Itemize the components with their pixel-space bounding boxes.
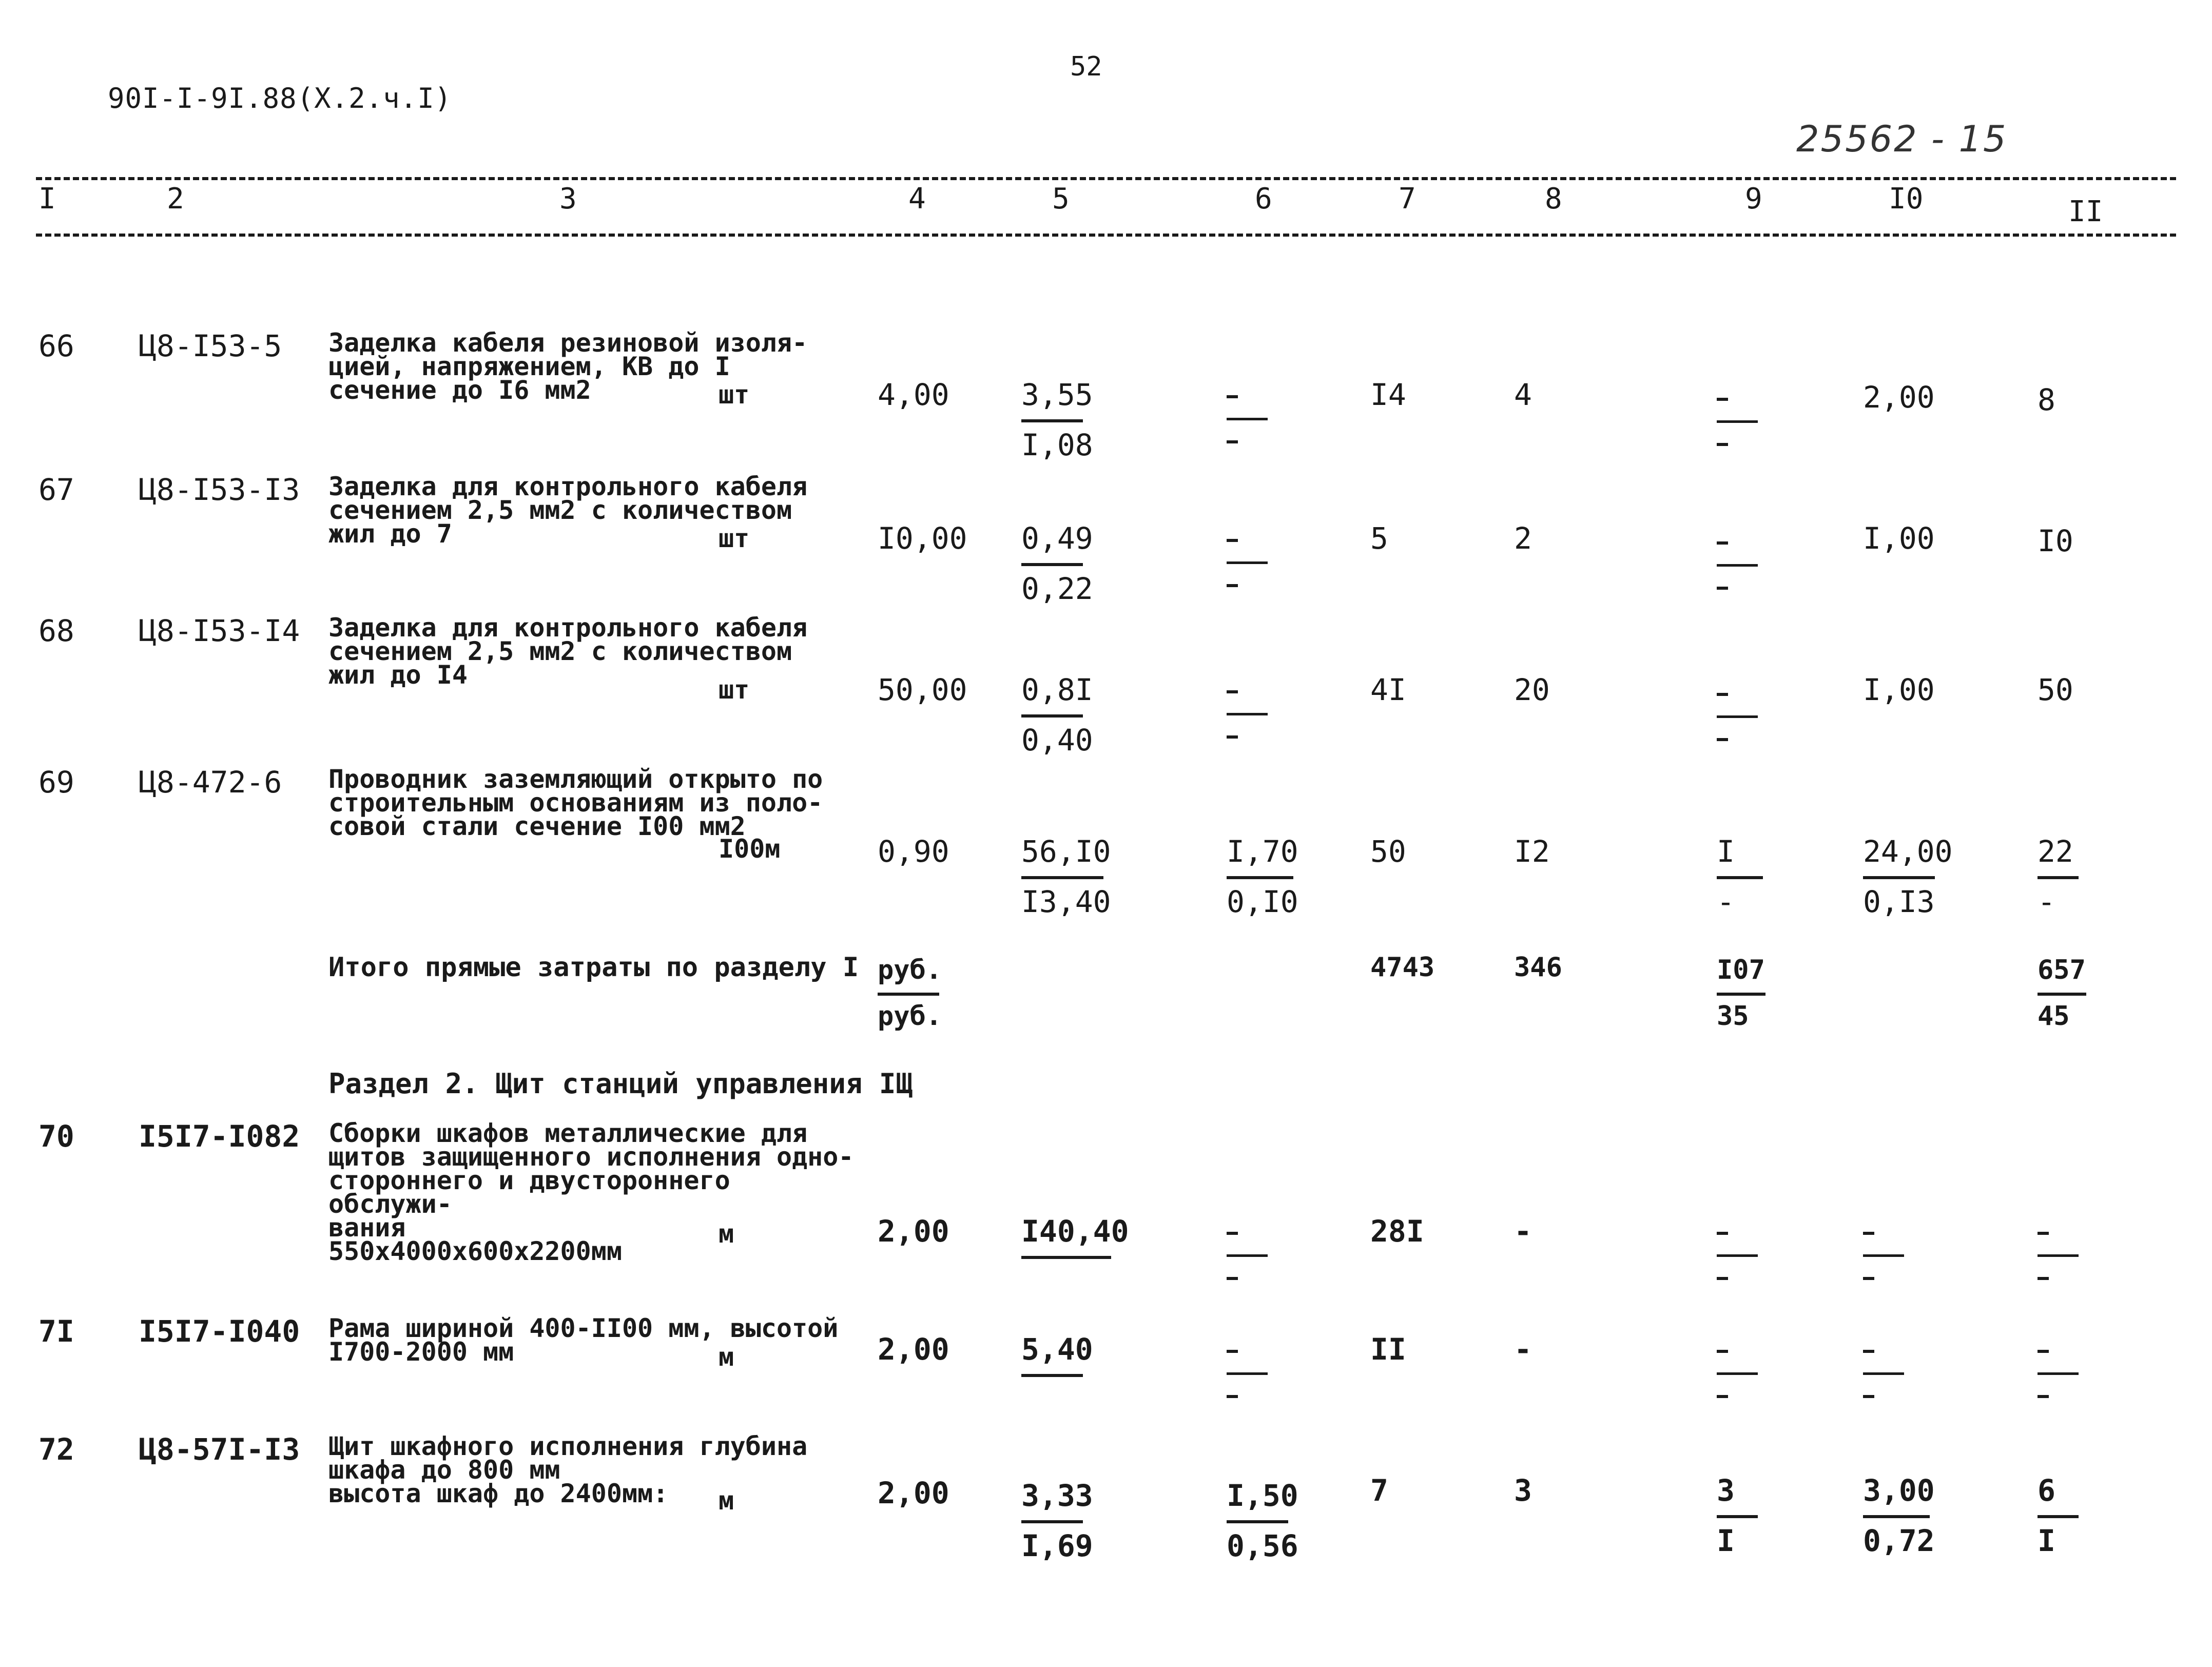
total-c7: 4743 bbox=[1370, 952, 1435, 983]
row-qty: 50,00 bbox=[878, 672, 967, 707]
row-c7: I4 bbox=[1370, 377, 1406, 412]
row-c8: - bbox=[1514, 1332, 1532, 1367]
handwritten-number: 25562 - 15 bbox=[1796, 118, 2008, 160]
row-c8: 2 bbox=[1514, 521, 1532, 556]
page-number: 52 bbox=[1070, 51, 1102, 82]
row-unit: м bbox=[719, 1342, 734, 1372]
col-header-2: 2 bbox=[167, 182, 184, 216]
row-unit: м bbox=[719, 1486, 734, 1516]
row-code: Ц8-I53-5 bbox=[139, 328, 282, 363]
row-qty: 2,00 bbox=[878, 1214, 949, 1249]
row-unit: шт bbox=[719, 675, 750, 705]
row-c9-dash bbox=[1717, 1350, 1763, 1401]
row-c8: - bbox=[1514, 1214, 1532, 1249]
col-header-3: 3 bbox=[559, 182, 577, 216]
row-c5: $\frac{3,55}{I,08}$ bbox=[1021, 377, 1093, 462]
row-unit: шт bbox=[719, 380, 750, 410]
row-c5: I40,40 bbox=[1021, 1214, 1111, 1299]
row-c10: $\frac{24,00}{0,I3}$ bbox=[1863, 834, 1953, 919]
row-unit: I00м bbox=[719, 834, 781, 864]
row-qty: 2,00 bbox=[878, 1476, 949, 1510]
row-c7: 4I bbox=[1370, 672, 1406, 707]
row-c10: 2,00 bbox=[1863, 380, 1935, 415]
row-c5: $\frac{56,I0}{I3,40}$ bbox=[1021, 834, 1111, 919]
row-c11: I0 bbox=[2038, 524, 2073, 558]
row-code: Ц8-I53-I4 bbox=[139, 613, 300, 648]
row-c9: I - bbox=[1717, 834, 1763, 919]
col-header-6: 6 bbox=[1255, 182, 1272, 216]
col-header-5: 5 bbox=[1052, 182, 1070, 216]
row-c8: I2 bbox=[1514, 834, 1550, 869]
header-dashed-line-bottom bbox=[36, 234, 2176, 237]
row-c6-dash bbox=[1227, 395, 1273, 447]
row-c6-dash bbox=[1227, 1232, 1273, 1283]
row-description: Заделка для контрольного кабеля сечением 2,5 мм2 с количеством жил до 7 bbox=[328, 472, 808, 549]
row-c6-dash bbox=[1227, 1350, 1273, 1401]
row-c10: I,00 bbox=[1863, 672, 1935, 707]
col-header-8: 8 bbox=[1545, 182, 1562, 216]
row-code: Ц8-57I-I3 bbox=[139, 1432, 300, 1467]
row-description: Заделка для контрольного кабеля сечением 2,5 мм2 с количеством жил до I4 bbox=[328, 613, 808, 690]
row-c8: 4 bbox=[1514, 377, 1532, 412]
row-number: 7I bbox=[38, 1314, 74, 1349]
document-code: 90I-I-9I.88(X.2.ч.I) bbox=[108, 82, 452, 114]
row-c10: I,00 bbox=[1863, 521, 1935, 556]
row-number: 72 bbox=[38, 1432, 74, 1467]
row-qty: 4,00 bbox=[878, 377, 949, 412]
row-description: Щит шкафного исполнения глубина шкафа до 800 мм высота шкаф до 2400мм: bbox=[328, 1431, 808, 1508]
row-description: Сборки шкафов металлические для щитов защищенного исполнения одно- стороннего и двустороннего обслужи- вания 550x4000x600x2200мм bbox=[328, 1118, 854, 1266]
row-c11-dash bbox=[2038, 1350, 2084, 1401]
col-header-7: 7 bbox=[1399, 182, 1416, 216]
row-c6-dash bbox=[1227, 539, 1273, 590]
row-qty: I0,00 bbox=[878, 521, 967, 556]
row-description: Рама шириной 400-II00 мм, высотой I700-2000 мм bbox=[328, 1313, 839, 1367]
total-c8: 346 bbox=[1514, 952, 1562, 983]
row-description: Заделка кабеля резиновой изоля- цией, напряжением, КВ до I сечение до I6 мм2 bbox=[328, 328, 808, 405]
row-qty: 2,00 bbox=[878, 1332, 949, 1367]
row-c5: $\frac{0,49}{0,22}$ bbox=[1021, 521, 1093, 606]
header-dashed-line-top bbox=[36, 177, 2176, 180]
row-unit: м bbox=[719, 1219, 734, 1249]
col-header-1: I bbox=[38, 182, 56, 216]
row-c7: II bbox=[1370, 1332, 1406, 1367]
row-qty: 0,90 bbox=[878, 834, 949, 869]
row-c5: $\frac{0,8I}{0,40}$ bbox=[1021, 672, 1093, 758]
row-c5: 5,40 bbox=[1021, 1332, 1083, 1417]
row-unit: шт bbox=[719, 524, 750, 553]
row-c10-dash bbox=[1863, 1350, 1909, 1401]
total-c9: $\frac{I07}{35}$ bbox=[1717, 955, 1765, 1032]
row-c11-dash bbox=[2038, 1232, 2084, 1283]
row-c6: $\frac{I,70}{0,I0}$ bbox=[1227, 834, 1298, 919]
total-unit: руб. руб. bbox=[878, 955, 942, 1032]
row-c9-dash bbox=[1717, 1232, 1763, 1283]
row-c5: $\frac{3,33}{I,69}$ bbox=[1021, 1478, 1093, 1563]
row-c10-dash bbox=[1863, 1232, 1909, 1283]
row-c7: 5 bbox=[1370, 521, 1388, 556]
row-c6-dash bbox=[1227, 690, 1273, 742]
row-c6: $\frac{I,50}{0,56}$ bbox=[1227, 1478, 1298, 1563]
section-title: Раздел 2. Щит станций управления IЩ bbox=[328, 1068, 913, 1100]
row-c11: 22 - bbox=[2038, 834, 2079, 919]
row-c10: $\frac{3,00}{0,72}$ bbox=[1863, 1473, 1935, 1558]
row-number: 69 bbox=[38, 765, 74, 800]
col-header-11: II bbox=[2068, 195, 2103, 228]
row-c9: $\frac{3}{I}$ bbox=[1717, 1473, 1758, 1558]
row-c9-dash bbox=[1717, 398, 1763, 449]
row-description: Проводник заземляющий открыто по строительным основаниям из поло- совой стали сечение I00 мм2 bbox=[328, 764, 823, 841]
row-c9-dash bbox=[1717, 693, 1763, 744]
row-code: Ц8-472-6 bbox=[139, 765, 282, 800]
row-code: I5I7-I082 bbox=[139, 1119, 300, 1154]
col-header-10: I0 bbox=[1889, 182, 1924, 216]
row-number: 67 bbox=[38, 472, 74, 507]
total-label: Итого прямые затраты по разделу I bbox=[328, 952, 859, 983]
row-c11: 8 bbox=[2038, 382, 2055, 417]
row-c9-dash bbox=[1717, 541, 1763, 593]
row-c11: 50 bbox=[2038, 672, 2073, 707]
row-c8: 20 bbox=[1514, 672, 1550, 707]
row-number: 68 bbox=[38, 613, 74, 648]
col-header-9: 9 bbox=[1745, 182, 1762, 216]
row-code: I5I7-I040 bbox=[139, 1314, 300, 1349]
row-code: Ц8-I53-I3 bbox=[139, 472, 300, 507]
row-c11: $\frac{6}{I}$ bbox=[2038, 1473, 2079, 1558]
row-c8: 3 bbox=[1514, 1473, 1532, 1508]
col-header-4: 4 bbox=[908, 182, 926, 216]
total-c11: $\frac{657}{45}$ bbox=[2038, 955, 2086, 1032]
row-number: 70 bbox=[38, 1119, 74, 1154]
row-number: 66 bbox=[38, 328, 74, 363]
row-c7: 50 bbox=[1370, 834, 1406, 869]
row-c7: 28I bbox=[1370, 1214, 1424, 1249]
row-c7: 7 bbox=[1370, 1473, 1388, 1508]
